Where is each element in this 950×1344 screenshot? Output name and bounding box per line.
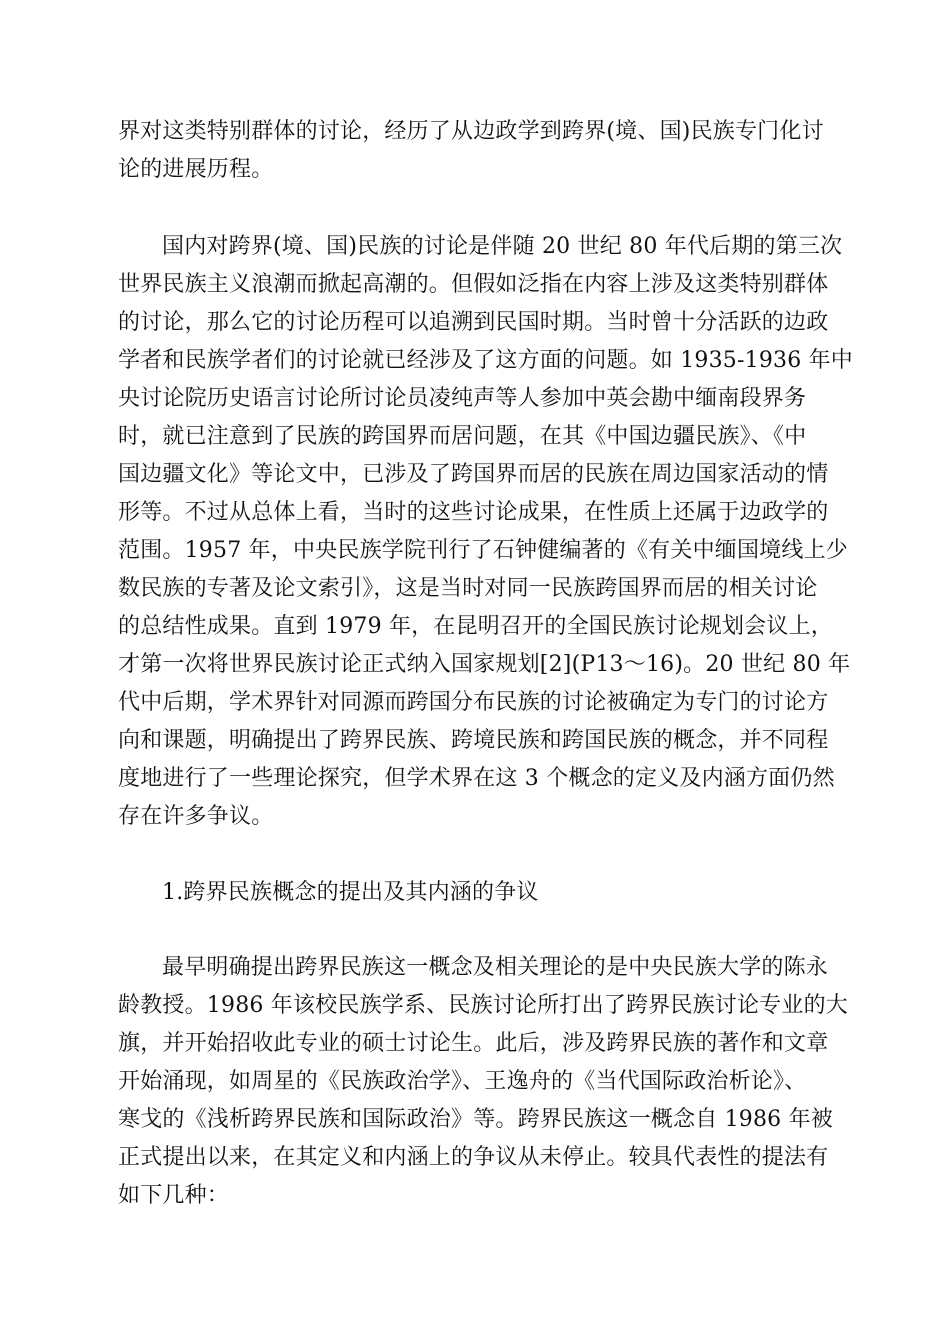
paragraph-2-line-2: 世界民族主义浪潮而掀起高潮的。但假如泛指在内容上涉及这类特别群体 (118, 272, 829, 297)
paragraph-2-line-9: 范围。1957 年，中央民族学院刊行了石钟健编著的《有关中缅国境线上少 (118, 538, 848, 563)
paragraph-2-line-8: 形等。不过从总体上看，当时的这些讨论成果，在性质上还属于边政学的 (118, 500, 829, 525)
paragraph-2-line-15: 度地进行了一些理论探究，但学术界在这 3 个概念的定义及内涵方面仍然 (118, 766, 835, 791)
paragraph-1-line-1: 界对这类特别群体的讨论，经历了从边政学到跨界(境、国)民族专门化讨 (118, 119, 824, 144)
paragraph-3-line-1: 最早明确提出跨界民族这一概念及相关理论的是中央民族大学的陈永 (162, 955, 829, 980)
paragraph-2-line-4: 学者和民族学者们的讨论就已经涉及了这方面的问题。如 1935-1936 年中 (118, 348, 853, 373)
paragraph-2-line-7: 国边疆文化》等论文中，已涉及了跨国界而居的民族在周边国家活动的情 (118, 462, 829, 487)
paragraph-3-line-7: 如下几种： (118, 1183, 230, 1208)
paragraph-3-line-2: 龄教授。1986 年该校民族学系、民族讨论所打出了跨界民族讨论专业的大 (118, 993, 848, 1018)
paragraph-3-line-5: 寒戈的《浅析跨界民族和国际政治》等。跨界民族这一概念自 1986 年被 (118, 1107, 833, 1132)
paragraph-2-line-11: 的总结性成果。直到 1979 年，在昆明召开的全国民族讨论规划会议上， (118, 614, 833, 639)
paragraph-2-line-12: 才第一次将世界民族讨论正式纳入国家规划[2](P13～16)。20 世纪 80 年 (118, 652, 851, 677)
paragraph-1-line-2: 论的进展历程。 (118, 157, 274, 182)
paragraph-2-line-6: 时，就已注意到了民族的跨国界而居问题，在其《中国边疆民族》、《中 (118, 424, 807, 449)
paragraph-2-line-5: 央讨论院历史语言讨论所讨论员凌纯声等人参加中英会勘中缅南段界务 (118, 386, 807, 411)
section-heading: 1.跨界民族概念的提出及其内涵的争议 (162, 880, 539, 905)
paragraph-2-line-10: 数民族的专著及论文索引》，这是当时对同一民族跨国界而居的相关讨论 (118, 576, 818, 601)
paragraph-2-line-13: 代中后期，学术界针对同源而跨国分布民族的讨论被确定为专门的讨论方 (118, 690, 829, 715)
paragraph-3-line-6: 正式提出以来，在其定义和内涵上的争议从未停止。较具代表性的提法有 (118, 1145, 829, 1170)
paragraph-3-line-3: 旗，并开始招收此专业的硕士讨论生。此后，涉及跨界民族的著作和文章 (118, 1031, 829, 1056)
paragraph-2-line-3: 的讨论，那么它的讨论历程可以追溯到民国时期。当时曾十分活跃的边政 (118, 310, 829, 335)
paragraph-2-line-14: 向和课题，明确提出了跨界民族、跨境民族和跨国民族的概念，并不同程 (118, 728, 829, 753)
paragraph-2-line-16: 存在许多争议。 (118, 804, 274, 829)
paragraph-3-line-4: 开始涌现，如周星的《民族政治学》、王逸舟的《当代国际政治析论》、 (118, 1069, 807, 1094)
paragraph-2-line-1: 国内对跨界(境、国)民族的讨论是伴随 20 世纪 80 年代后期的第三次 (162, 234, 843, 259)
